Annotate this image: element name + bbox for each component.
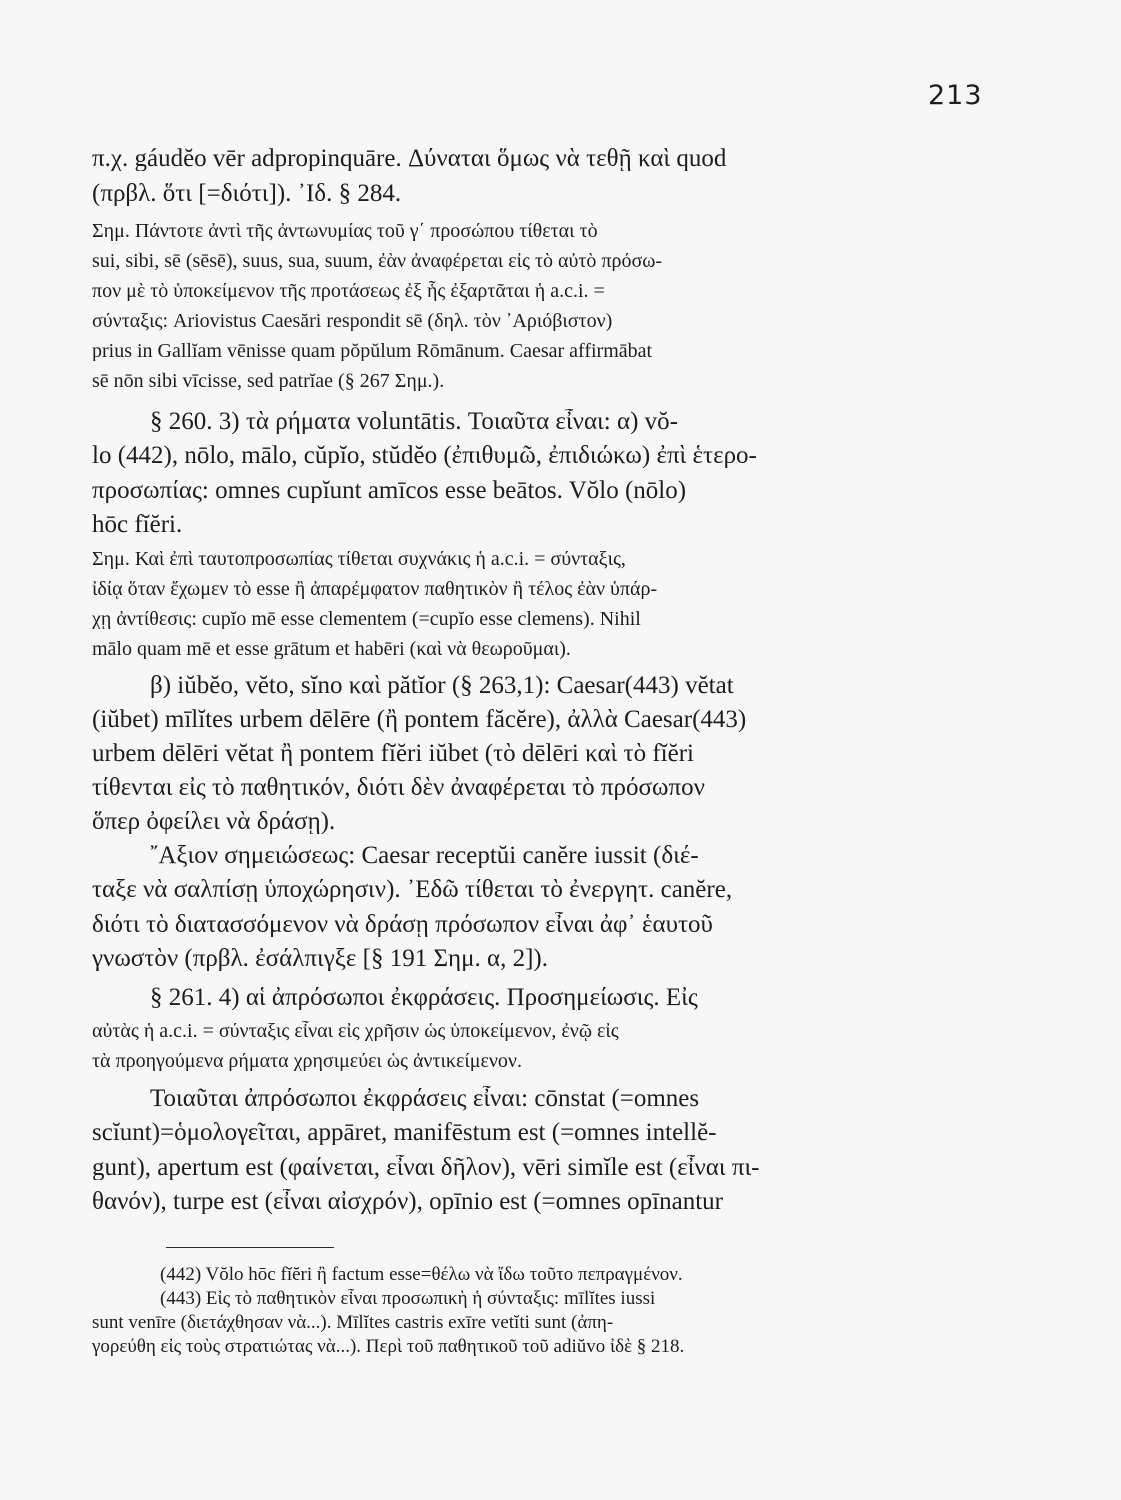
note-line: σύνταξις: Ariovistus Caesări respondit sē (δηλ. τὸν ᾿Αριόβιστον) [92,311,613,331]
note-line: Σημ. Πάντοτε ἀντὶ τῆς ἀντωνυμίας τοῦ γ΄ προσώπου τίθεται τὸ [92,221,598,241]
text-line: θανόν), turpe est (εἶναι αἰσχρόν), opīnio est (=omnes opīnantur [92,1189,723,1214]
page-number: 213 [928,80,983,111]
note-line: sē nōn sibi vīcisse, sed patrĭae (§ 267 Σημ.). [92,371,445,391]
text-line: διότι τὸ διατασσόμενον νὰ δράσῃ πρόσωπον εἶναι ἀφ᾿ ἑαυτοῦ [92,912,713,937]
note-line: ἰδίᾳ ὅταν ἔχωμεν τὸ esse ἢ ἀπαρέμφατον παθητικὸν ἢ τέλος ἐὰν ὑπάρ- [92,579,658,599]
text-line: gunt), apertum est (φαίνεται, εἶναι δῆλον), vēri simĭle est (εἶναι πι- [92,1155,760,1180]
text-line: γνωστὸν (πρβλ. ἐσάλπιγξε [§ 191 Σημ. α, 2]). [92,946,548,971]
text-line: β) iŭbĕo, vĕto, sĭno καὶ pătĭor (§ 263,1): Caesar(443) vĕtat [150,673,734,698]
text-line: τίθενται εἰς τὸ παθητικόν, διότι δὲν ἀναφέρεται τὸ πρόσωπον [92,775,705,800]
text-line: ὅπερ ὀφείλει νὰ δράσῃ). [92,809,336,834]
text-line: (πρβλ. ὅτι [=διότι]). ᾿Ιδ. § 284. [92,181,402,206]
text-line: ῎Αξιον σημειώσεως: Caesar receptŭi canĕre iussit (διέ- [150,843,699,868]
footnote-separator [166,1247,334,1248]
note-line: Σημ. Καὶ ἐπὶ ταυτοπροσωπίας τίθεται συχνάκις ἡ a.c.i. = σύνταξις, [92,549,626,569]
footnote-line: γορεύθη εἰς τοὺς στρατιώτας νὰ...). Περὶ τοῦ παθητικοῦ τοῦ adiŭvo ἰδὲ § 218. [92,1337,685,1356]
note-line: αὐτὰς ἡ a.c.i. = σύνταξις εἶναι εἰς χρῆσιν ὡς ὑποκείμενον, ἐνῷ εἰς [92,1021,619,1041]
text-line: lo (442), nōlo, mālo, cŭpĭo, stŭdĕo (ἐπιθυμῶ, ἐπιδιώκω) ἐπὶ ἑτερο- [92,443,757,468]
note-line: χῃ ἀντίθεσις: cupĭo mē esse clementem (=cupĭo esse clemens). Nihil [92,609,641,629]
text-line: π.χ. gáudĕo vēr adpropinquāre. Δύναται ὅμως νὰ τεθῇ καὶ quod [92,146,727,171]
text-line: urbem dēlēri vĕtat ἢ pontem fĭĕri iŭbet (τὸ dēlēri καὶ τὸ fĭĕri [92,741,694,766]
note-line: mālo quam mē et esse grātum et habēri (καὶ νὰ θεωροῦμαι). [92,639,571,659]
text-line: hōc fĭĕri. [92,512,183,537]
section-heading-260: § 260. 3) τὰ ρήματα voluntātis. Τοιαῦτα εἶναι: α) vŏ- [150,409,678,434]
note-line: πον μὲ τὸ ὑποκείμενον τῆς προτάσεως ἐξ ἧς ἐξαρτᾶται ἡ a.c.i. = [92,281,605,301]
text-line: scĭunt)=ὁμολογεῖται, appāret, manifēstum est (=omnes intellĕ- [92,1120,717,1145]
text-line: ταξε νὰ σαλπίσῃ ὑποχώρησιν). ᾿Εδῶ τίθεται τὸ ἐνεργητ. canĕre, [92,877,733,902]
section-heading-261: § 261. 4) αἱ ἀπρόσωποι ἐκφράσεις. Προσημείωσις. Εἰς [150,985,698,1010]
footnote-443: (443) Εἰς τὸ παθητικὸν εἶναι προσωπικὴ ἡ σύνταξις: mīlĭtes iussi [160,1289,656,1308]
text-line: (iŭbet) mīlĭtes urbem dēlēre (ἢ pontem făcĕre), ἀλλὰ Caesar(443) [92,707,747,732]
footnote-442: (442) Vŏlo hōc fĭĕri ἢ factum esse=θέλω νὰ ἴδω τοῦτο πεπραγμένον. [160,1265,683,1284]
text-line: προσωπίας: omnes cupĭunt amīcos esse beātos. Vŏlo (nōlo) [92,478,687,503]
note-line: prius in Gallĭam vēnisse quam pŏpŭlum Rōmānum. Caesar affirmābat [92,341,653,361]
note-line: sui, sibi, sē (sēsē), suus, sua, suum, ἐὰν ἀναφέρεται εἰς τὸ αὐτὸ πρόσω- [92,251,663,271]
footnote-line: sunt venīre (διετάχθησαν νὰ...). Mīlĭtes castris exīre vetĭti sunt (ἀπη- [92,1313,614,1332]
note-line: τὰ προηγούμενα ρήματα χρησιμεύει ὡς ἀντικείμενον. [92,1051,522,1071]
text-line: Τοιαῦται ἀπρόσωποι ἐκφράσεις εἶναι: cōnstat (=omnes [150,1086,700,1111]
